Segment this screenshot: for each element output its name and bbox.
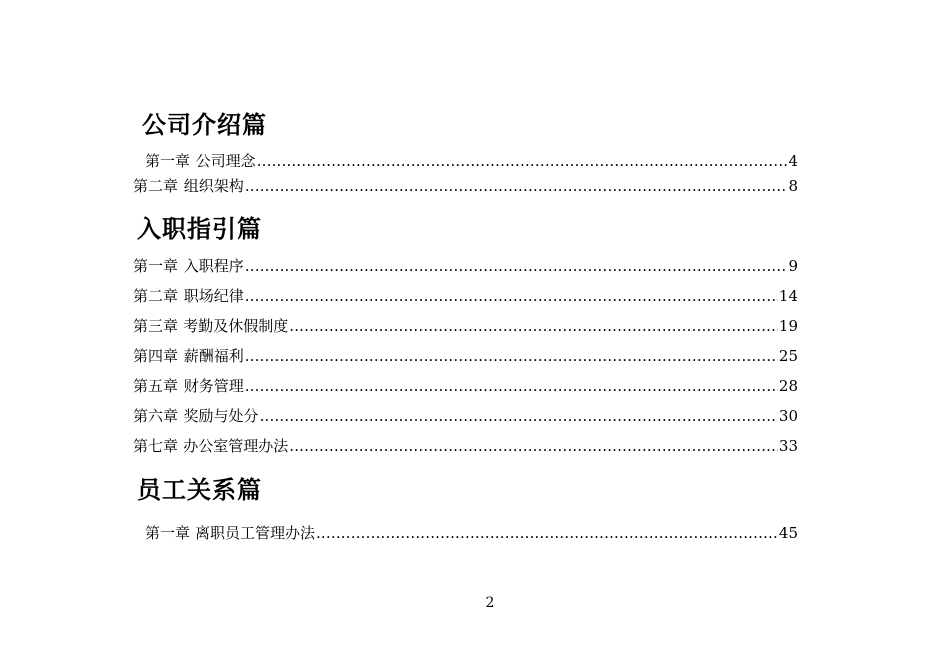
toc-page-number: 25 bbox=[778, 347, 798, 365]
section-heading-company-intro: 公司介绍篇 bbox=[142, 111, 267, 139]
toc-chapter-label: 第三章 bbox=[133, 317, 179, 335]
toc-chapter-label: 第一章 bbox=[145, 524, 191, 542]
toc-entry[interactable] bbox=[145, 151, 798, 171]
toc-chapter-label: 第一章 bbox=[133, 257, 179, 275]
toc-entry-title: 考勤及休假制度 bbox=[183, 317, 289, 335]
toc-entry[interactable] bbox=[133, 346, 798, 366]
toc-page-number: 19 bbox=[778, 317, 798, 335]
toc-page-number: 8 bbox=[788, 177, 798, 195]
toc-entry-title: 组织架构 bbox=[183, 177, 244, 195]
toc-chapter-label: 第五章 bbox=[133, 377, 179, 395]
toc-page-number: 14 bbox=[778, 287, 798, 305]
toc-dot-leader bbox=[245, 176, 788, 196]
toc-entry-title: 薪酬福利 bbox=[183, 347, 244, 365]
toc-dot-leader bbox=[260, 406, 778, 426]
toc-page-number: 30 bbox=[778, 407, 798, 425]
toc-chapter-label: 第一章 bbox=[145, 152, 191, 170]
toc-entry-title: 离职员工管理办法 bbox=[194, 524, 315, 542]
toc-chapter-label: 第七章 bbox=[133, 437, 179, 455]
toc-chapter-label: 第二章 bbox=[133, 287, 179, 305]
toc-entry-title: 办公室管理办法 bbox=[183, 437, 289, 455]
toc-chapter-label: 第四章 bbox=[133, 347, 179, 365]
toc-entry-title: 财务管理 bbox=[183, 377, 244, 395]
toc-chapter-label: 第六章 bbox=[133, 407, 179, 425]
toc-entry[interactable] bbox=[133, 256, 798, 276]
toc-dot-leader bbox=[289, 316, 778, 336]
toc-dot-leader bbox=[245, 376, 778, 396]
toc-entry[interactable] bbox=[133, 316, 798, 336]
toc-dot-leader bbox=[245, 346, 778, 366]
toc-entry[interactable] bbox=[133, 176, 798, 196]
toc-dot-leader bbox=[316, 523, 778, 543]
toc-entry-title: 奖励与处分 bbox=[183, 407, 259, 425]
section-heading-onboarding: 入职指引篇 bbox=[137, 215, 262, 243]
toc-entry-title: 公司理念 bbox=[195, 152, 256, 170]
toc-entry-title: 职场纪律 bbox=[183, 287, 244, 305]
page-number-footer: 2 bbox=[485, 595, 495, 611]
toc-dot-leader bbox=[289, 436, 778, 456]
toc-entry[interactable] bbox=[145, 523, 798, 543]
section-heading-employee-relations: 员工关系篇 bbox=[137, 476, 262, 504]
toc-page-number: 28 bbox=[778, 377, 798, 395]
toc-page-number: 9 bbox=[788, 257, 798, 275]
toc-entry[interactable] bbox=[133, 286, 798, 306]
toc-dot-leader bbox=[245, 286, 778, 306]
toc-entry[interactable] bbox=[133, 436, 798, 456]
toc-dot-leader bbox=[257, 151, 788, 171]
toc-page-number: 33 bbox=[778, 437, 798, 455]
toc-page-number: 45 bbox=[778, 524, 798, 542]
toc-chapter-label: 第二章 bbox=[133, 177, 179, 195]
toc-entry[interactable] bbox=[133, 406, 798, 426]
toc-entry[interactable] bbox=[133, 376, 798, 396]
toc-page-number: 4 bbox=[788, 152, 798, 170]
toc-entry-title: 入职程序 bbox=[183, 257, 244, 275]
toc-dot-leader bbox=[245, 256, 788, 276]
